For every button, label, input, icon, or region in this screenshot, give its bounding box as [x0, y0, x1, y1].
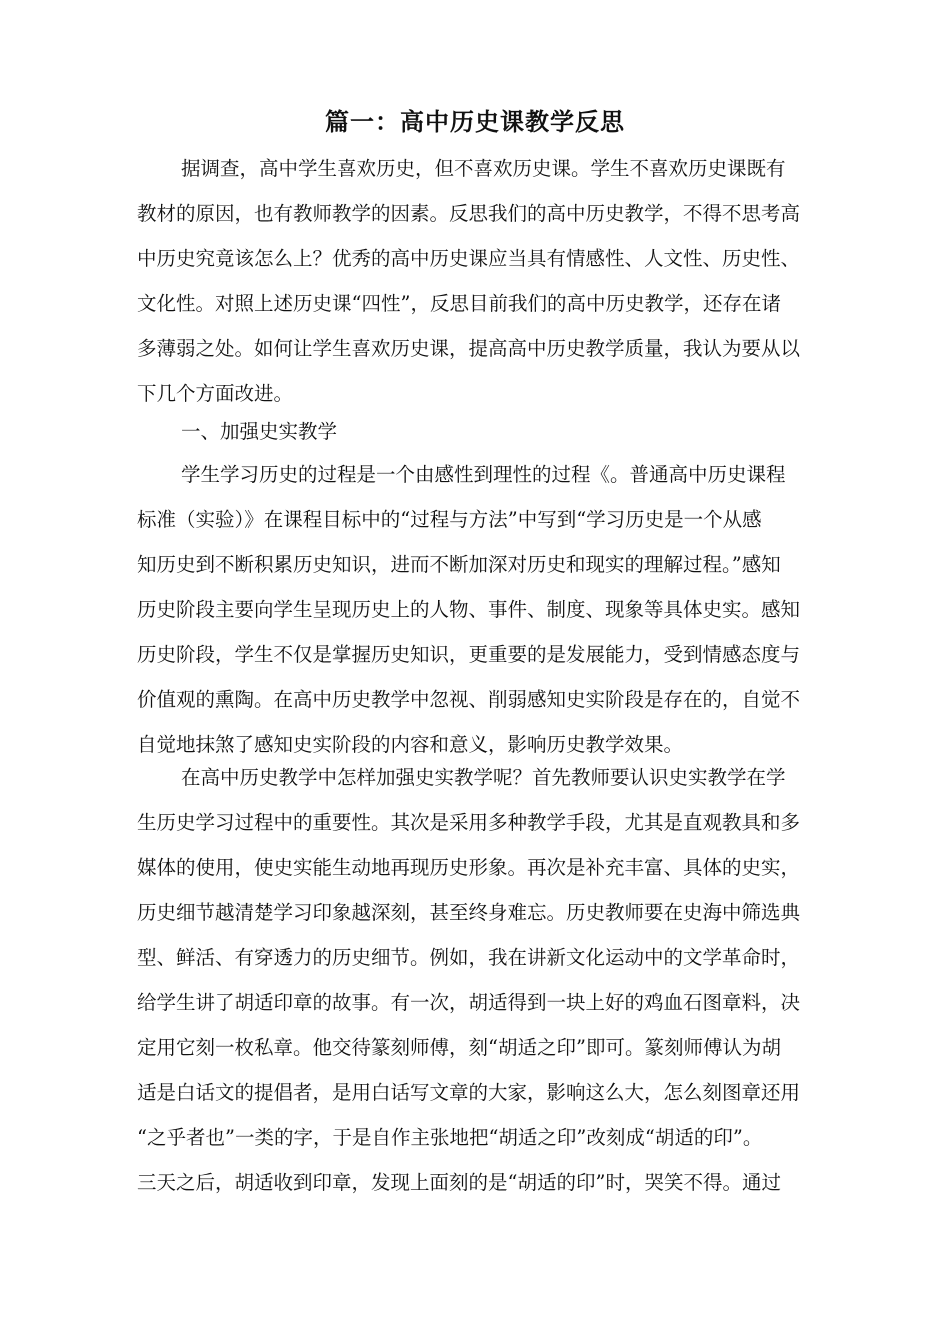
paragraph-line: “之乎者也”一类的字，于是自作主张地把“胡适之印”改刻成“胡适的印”。: [137, 1126, 763, 1149]
paragraph-line: 自觉地抹煞了感知史实阶段的内容和意义，影响历史教学效果。: [137, 733, 684, 756]
document-title: 篇一：高中历史课教学反思: [325, 107, 625, 136]
paragraph-line: 中历史究竟该怎么上？优秀的高中历史课应当具有情感性、人文性、历史性、: [137, 247, 801, 270]
paragraph-line: 媒体的使用，使史实能生动地再现历史形象。再次是补充丰富、具体的史实，: [137, 856, 801, 879]
paragraph-line: 定用它刻一枚私章。他交待篆刻师傅，刻“胡适之印”即可。篆刻师傅认为胡: [137, 1036, 781, 1059]
paragraph-history-learning: [137, 452, 837, 767]
paragraph-line: 教材的原因，也有教师教学的因素。反思我们的高中历史教学，不得不思考高: [137, 202, 801, 225]
paragraph-line: 历史细节越清楚学习印象越深刻，甚至终身难忘。历史教师要在史海中筛选典: [137, 901, 801, 924]
section-heading: [137, 409, 837, 454]
paragraph-line: 在高中历史教学中怎样加强史实教学呢？首先教师要认识史实教学在学: [181, 766, 786, 789]
paragraph-line: 三天之后，胡适收到印章，发现上面刻的是“胡适的印”时，哭笑不得。通过: [137, 1171, 781, 1194]
paragraph-line: 型、鲜活、有穿透力的历史细节。例如，我在讲新文化运动中的文学革命时，: [137, 946, 801, 969]
paragraph-line: 学生学习历史的过程是一个由感性到理性的过程《。普通高中历史课程: [181, 463, 786, 486]
section-heading-text: 一、加强史实教学: [181, 420, 338, 443]
paragraph-line: 生历史学习过程中的重要性。其次是采用多种教学手段，尤其是直观教具和多: [137, 811, 801, 834]
paragraph-line: 适是白话文的提倡者，是用白话写文章的大家，影响这么大，怎么刻图章还用: [137, 1081, 801, 1104]
paragraph-line: 给学生讲了胡适印章的故事。有一次，胡适得到一块上好的鸡血石图章料，决: [137, 991, 801, 1014]
paragraph-line: 多薄弱之处。如何让学生喜欢历史课，提高高中历史教学质量，我认为要从以: [137, 337, 801, 360]
paragraph-line: 知历史到不断积累历史知识，进而不断加深对历史和现实的理解过程。”感知: [137, 553, 781, 576]
paragraph-intro: [137, 146, 837, 416]
paragraph-line: 历史阶段，学生不仅是掌握历史知识，更重要的是发展能力，受到情感态度与: [137, 643, 801, 666]
paragraph-strengthen-facts: [137, 755, 837, 1205]
paragraph-line: 据调查，高中学生喜欢历史，但不喜欢历史课。学生不喜欢历史课既有: [181, 157, 786, 180]
paragraph-line: 价值观的熏陶。在高中历史教学中忽视、削弱感知史实阶段是存在的，自觉不: [137, 688, 801, 711]
paragraph-line: 标准（实验）》在课程目标中的“过程与方法”中写到“学习历史是一个从感: [137, 508, 762, 531]
paragraph-line: 文化性。对照上述历史课“四性”，反思目前我们的高中历史教学，还存在诸: [137, 292, 781, 315]
paragraph-line: 下几个方面改进。: [137, 382, 294, 405]
paragraph-line: 历史阶段主要向学生呈现历史上的人物、事件、制度、现象等具体史实。感知: [137, 598, 801, 621]
